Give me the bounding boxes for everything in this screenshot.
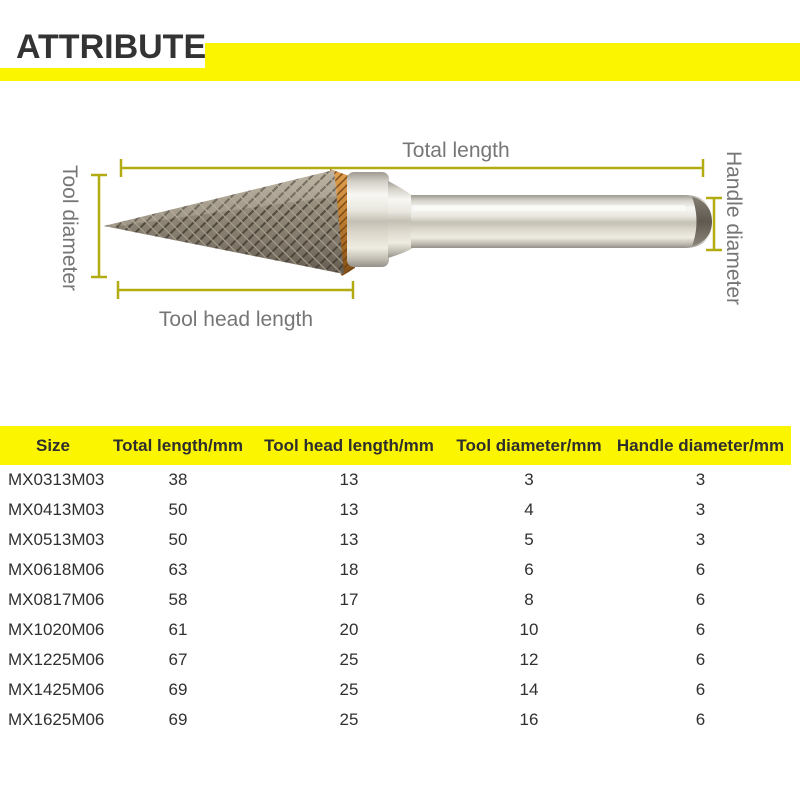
handle-diameter-label: Handle diameter bbox=[722, 150, 745, 306]
spec-table bbox=[0, 426, 791, 735]
handle-diameter-cell: 6 bbox=[695, 620, 706, 639]
tool-diameter-cell: 16 bbox=[519, 710, 539, 729]
burr-head bbox=[104, 169, 355, 276]
total-length-cell: 50 bbox=[168, 530, 188, 549]
table-row bbox=[0, 645, 791, 675]
total-length-label: Total length bbox=[402, 139, 510, 162]
total-length-cell: 61 bbox=[168, 620, 188, 639]
total-length-cell: 58 bbox=[168, 590, 188, 609]
table-row bbox=[0, 555, 791, 585]
total-length-cell: 63 bbox=[168, 560, 188, 579]
total-length-cell: 69 bbox=[168, 710, 188, 729]
handle-diameter-cell: 3 bbox=[695, 500, 706, 519]
page-title: ATTRIBUTE bbox=[16, 28, 207, 66]
total-length-cell: 50 bbox=[168, 500, 188, 519]
table-row bbox=[0, 495, 791, 525]
tool-diameter-label: Tool diameter bbox=[58, 164, 81, 292]
tool-head-length-cell: 25 bbox=[339, 710, 359, 729]
column-header-tool-head-length: Tool head length/mm bbox=[250, 426, 448, 465]
handle-diameter-cell: 6 bbox=[695, 710, 706, 729]
tool-head-length-cell: 13 bbox=[339, 470, 359, 489]
size-cell: MX1020M06 bbox=[8, 620, 105, 639]
table-row bbox=[0, 585, 791, 615]
tool-head-length-cell: 17 bbox=[339, 590, 359, 609]
size-cell: MX1225M06 bbox=[8, 650, 105, 669]
burr-shank bbox=[347, 172, 712, 267]
spec-table-header-row bbox=[0, 426, 791, 465]
size-cell: MX0413M03 bbox=[8, 500, 105, 519]
tool-diameter-cell: 14 bbox=[519, 680, 539, 699]
size-cell: MX0513M03 bbox=[8, 530, 105, 549]
tool-diameter-cell: 10 bbox=[519, 620, 539, 639]
size-cell: MX0313M03 bbox=[8, 470, 105, 489]
tool-head-length-cell: 25 bbox=[339, 680, 359, 699]
tool-head-length-cell: 13 bbox=[339, 530, 359, 549]
total-length-cell: 38 bbox=[168, 470, 188, 489]
handle-diameter-cell: 6 bbox=[695, 680, 706, 699]
tool-diameter-cell: 4 bbox=[524, 500, 534, 519]
column-header-handle-diameter: Handle diameter/mm bbox=[610, 426, 791, 465]
handle-diameter-cell: 6 bbox=[695, 650, 706, 669]
tool-diameter-cell: 3 bbox=[524, 470, 534, 489]
table-row bbox=[0, 615, 791, 645]
size-cell: MX0618M06 bbox=[8, 560, 105, 579]
handle-diameter-cell: 3 bbox=[695, 530, 706, 549]
table-row bbox=[0, 675, 791, 705]
handle-diameter-cell: 3 bbox=[695, 470, 706, 489]
size-cell: MX1425M06 bbox=[8, 680, 105, 699]
table-row bbox=[0, 465, 791, 495]
column-header-size: Size bbox=[0, 426, 106, 465]
size-cell: MX0817M06 bbox=[8, 590, 105, 609]
tool-diameter-cell: 6 bbox=[524, 560, 534, 579]
tool-head-length-cell: 13 bbox=[339, 500, 359, 519]
total-length-cell: 67 bbox=[168, 650, 188, 669]
table-row bbox=[0, 705, 791, 735]
column-header-total-length: Total length/mm bbox=[106, 426, 250, 465]
tool-diameter-cell: 8 bbox=[524, 590, 534, 609]
total-length-cell: 69 bbox=[168, 680, 188, 699]
table-row bbox=[0, 525, 791, 555]
handle-diameter-cell: 6 bbox=[695, 560, 706, 579]
column-header-tool-diameter: Tool diameter/mm bbox=[448, 426, 610, 465]
size-cell: MX1625M06 bbox=[8, 710, 105, 729]
tool-head-length-cell: 25 bbox=[339, 650, 359, 669]
tool-head-length-label: Tool head length bbox=[158, 308, 314, 331]
tool-diameter-cell: 12 bbox=[519, 650, 539, 669]
handle-diameter-cell: 6 bbox=[695, 590, 706, 609]
tool-head-length-cell: 18 bbox=[339, 560, 359, 579]
tool-head-length-cell: 20 bbox=[339, 620, 359, 639]
tool-diameter-cell: 5 bbox=[524, 530, 534, 549]
